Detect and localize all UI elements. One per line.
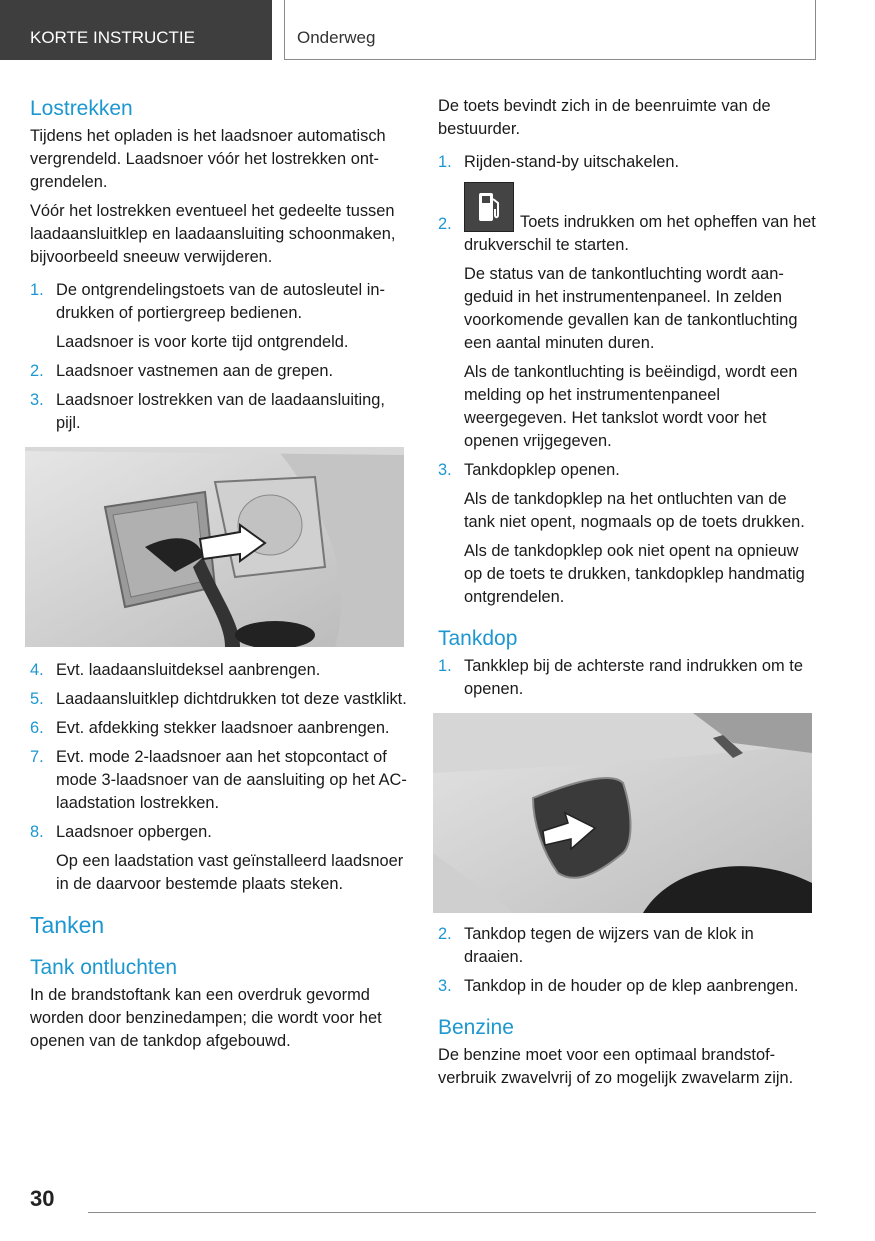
step-note: Als de tankdopklep ook niet opent na opnieuw op de toets te drukken, tankdopklep handmatig ontgrendelen. xyxy=(464,542,805,606)
list-number: 7. xyxy=(30,748,44,766)
list-number: 3. xyxy=(30,391,44,409)
tanken-heading: Tanken xyxy=(30,912,105,938)
list-item xyxy=(30,717,408,740)
fuel-flap-illustration xyxy=(433,713,812,913)
list-item xyxy=(438,459,816,482)
list-number: 5. xyxy=(30,690,44,708)
fuel-pump-symbol xyxy=(465,183,513,231)
list-item xyxy=(438,182,816,257)
list-item xyxy=(438,655,816,701)
list-number: 3. xyxy=(438,461,452,479)
benzine-paragraph: De benzine moet voor een optimaal brandstofverbruik zwavelvrij of zo mogelijk zwavelarm zijn. xyxy=(438,1046,794,1087)
list-item xyxy=(30,821,408,844)
list-text: Rijden-stand-by uitschakelen. xyxy=(464,153,680,171)
intro-paragraph: De toets bevindt zich in de beenruimte van de bestuurder. xyxy=(438,97,771,138)
fuel-flap-drawing xyxy=(433,713,812,913)
list-item xyxy=(30,746,408,815)
ontluchten-heading: Tank ontluchten xyxy=(30,956,178,979)
list-text: De ontgrendelingstoets van de autosleutel indrukken of portiergreep bedienen. xyxy=(56,281,385,322)
list-number: 1. xyxy=(30,281,44,299)
header-section-label: KORTE INSTRUCTIE xyxy=(30,28,195,47)
right-column xyxy=(438,95,816,1096)
list-text: Laadsnoer lostrekken van de laadaansluiting, pijl. xyxy=(56,391,385,432)
list-number: 4. xyxy=(30,661,44,679)
list-item xyxy=(30,279,408,325)
list-text: Evt. laadaansluitdeksel aanbrengen. xyxy=(56,661,321,679)
list-number: 8. xyxy=(30,823,44,841)
list-text: Tankklep bij de achterste rand indrukken om te openen. xyxy=(464,657,803,698)
list-number: 2. xyxy=(30,362,44,380)
step-note: Laadsnoer is voor korte tijd ontgrendeld. xyxy=(56,333,349,351)
tankdop-heading: Tankdop xyxy=(438,627,518,650)
list-item xyxy=(30,360,408,383)
lostrekken-paragraph-2: Vóór het lostrekken eventueel het gedeelte tussen laadaansluitklep en laadaansluiting schoonmaken, bijvoorbeeld sneeuw verwijderen. xyxy=(30,202,396,266)
list-text: Tankdopklep openen. xyxy=(464,461,620,479)
list-number: 6. xyxy=(30,719,44,737)
list-item xyxy=(438,923,816,969)
benzine-heading: Benzine xyxy=(438,1016,514,1039)
charging-cable-illustration xyxy=(25,447,404,647)
fuel-pump-icon xyxy=(464,182,514,232)
step-note: De status van de tankontluchting wordt aangeduid in het instrumentenpaneel. In zelden voorkomende gevallen kan de tankontluchting een aantal minuten duren. xyxy=(464,265,798,352)
list-number: 2. xyxy=(438,925,452,943)
list-text: Toets indrukken om het opheffen van het drukverschil te starten. xyxy=(464,213,816,254)
list-text: Laadaansluitklep dichtdrukken tot deze vastklikt. xyxy=(56,690,407,708)
page-number: 30 xyxy=(30,1186,55,1211)
list-text: Evt. afdekking stekker laadsnoer aanbrengen. xyxy=(56,719,390,737)
lostrekken-heading: Lostrekken xyxy=(30,97,133,120)
list-text: Laadsnoer opbergen. xyxy=(56,823,212,841)
charging-port-drawing xyxy=(25,447,404,647)
list-item xyxy=(30,688,408,711)
step-note: Als de tankontluchting is beëindigd, wordt een melding op het instrumentenpaneel weergegeven. Het tankslot wordt voor het openen vrijgegeven. xyxy=(464,363,798,450)
header-section-tab xyxy=(0,0,272,60)
list-number: 1. xyxy=(438,657,452,675)
header-chapter-tab xyxy=(284,0,816,60)
header-chapter-label: Onderweg xyxy=(297,28,376,47)
left-column xyxy=(30,95,408,1059)
lostrekken-paragraph-1: Tijdens het opladen is het laadsnoer automatisch vergrendeld. Laadsnoer vóór het lostrekken ontgrendelen. xyxy=(30,127,386,191)
list-text: Tankdop in de houder op de klep aanbrengen. xyxy=(464,977,799,995)
list-item xyxy=(438,151,816,174)
list-text: Evt. mode 2-laadsnoer aan het stopcontact of mode 3-laadsnoer van de aansluiting op het AC-laadstation lostrekken. xyxy=(56,748,407,812)
footer-divider xyxy=(88,1212,816,1213)
list-number: 3. xyxy=(438,977,452,995)
list-number: 2. xyxy=(438,215,452,233)
ontluchten-paragraph: In de brandstoftank kan een overdruk gevormd worden door benzinedampen; die wordt voor het openen van de tankdop afgebouwd. xyxy=(30,986,382,1050)
list-item xyxy=(30,659,408,682)
step-note: Op een laadstation vast geïnstalleerd laadsnoer in de daarvoor bestemde plaats steken. xyxy=(56,852,404,893)
list-number: 1. xyxy=(438,153,452,171)
list-text: Tankdop tegen de wijzers van de klok in draaien. xyxy=(464,925,754,966)
list-item xyxy=(438,975,816,998)
list-text: Laadsnoer vastnemen aan de grepen. xyxy=(56,362,334,380)
step-note: Als de tankdopklep na het ontluchten van de tank niet opent, nogmaals op de toets drukken. xyxy=(464,490,805,531)
list-item xyxy=(30,389,408,435)
